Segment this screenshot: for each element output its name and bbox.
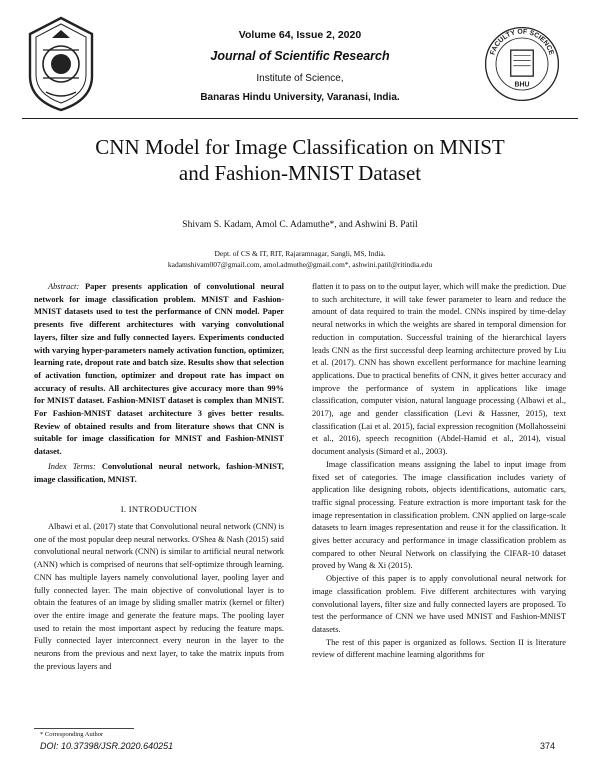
journal-volume: Volume 64, Issue 2, 2020	[238, 29, 362, 41]
index-terms-label: Index Terms:	[48, 462, 96, 471]
page-number: 374	[540, 741, 556, 751]
author-emails: kadamshivam007@gmail.com, amol.admuthe@gmail.com*, ashwini.patil@ritindia.edu	[167, 260, 433, 269]
intro-right-column	[312, 281, 566, 662]
author-affiliation: Dept. of CS & IT, RIT, Rajaramnagar, Sangli, MS, India.	[214, 249, 386, 258]
intro-left-paragraph: Albawi et al. (2017) state that Convolutional neural network (CNN) is one of the most popular deep neural networks. O'Shea & Nash (2015) said convolutional neural network (CNN) is similar to artificial neural network (ANN) which is comprised of neurons that self-optimize through learning. CNN has multiple layers namely convolutional layer, pooling layer and fully connected layer. The main objective of convolutional layer is to obtain the features of an image by sliding smaller matrix (kernel or filter) over the entire image and generate the feature maps. The pooling layer used to retain the most important aspect by reducing the feature maps. Fully connected layer interconnect every neuron in the layer to the neurons from the previous and next layer, to take the matrix inputs from the previous layers and	[34, 522, 284, 671]
abstract-text: Paper presents application of convolutional neural network for image classification problem. MNIST and Fashion-MNIST datasets used to test the performance of CNN model. Paper presents five different architectures with varying convolutional layers, filter size and fully connected layers. Experiments conducted with varying hyper-parameters namely activation function, optimizer, learning rate, dropout rate and batch size. Results show that selection of activation function, optimizer and dropout rate has impact on accuracy of results. All architectures give accuracy more than 99% for MNIST dataset. Fashion-MNIST dataset is complex than MNIST. For Fashion-MNIST dataset architecture 3 gives better results. Review of obtained results and from literature shows that CNN is suitable for image classification for MNIST and Fashion-MNIST dataset.	[34, 282, 284, 457]
paper-title: CNN Model for Image Classification on MNIST and Fashion-MNIST Dataset	[95, 135, 505, 185]
intro-paragraph-3: Objective of this paper is to apply convolutional neural network for image classification problem. Five different architectures with varying convolutional layers, filter size and fully connected layers are proposed. To test the performance of CNN we have used MNIST and Fashion-MNIST datasets.	[312, 574, 566, 634]
svg-text:BHU: BHU	[514, 81, 530, 89]
index-terms	[34, 461, 284, 486]
university-name: Banaras Hindu University, Varanasi, India.	[200, 92, 400, 103]
intro-paragraph-4: The rest of this paper is organized as follows. Section II is literature review of different machine learning algorithms for	[312, 637, 566, 660]
intro-paragraph-2: Image classification means assigning the label to input image from fixed set of categories. The image classification includes variety of application like designing robots, objects identifications, automatic cars, traffic signal processing. Feature extraction is more important task for the image representation in classification problem. CNN applied on large-scale datasets to learn images representation and reuse it for the classification. It gives better accuracy and performance in image classification problem as compared to other Neural Network on classifying the CIFAR-10 dataset proved by Wang & Xi (2015).	[312, 459, 566, 571]
institute-name: Institute of Science,	[256, 73, 344, 84]
intro-paragraph-1: flatten it to pass on to the output layer, which will make the prediction. Due to such architecture, it will take fewer parameter to learn and reduce the amount of data required to train the model. CNNs inspired by time-delay neural networks in which the weights are shared in temporal dimension for reduction in computation. Successful training of the hierarchical layers leads CNN as the first successful deep learning architecture proved by Liu et al. (2017). CNN has shown excellent performance for machine learning applications. Due to practical benefits of CNN, it gives better accuracy and improve the performance of system in applications like image classification, computer vision, natural language processing (Albawi et al., 2017), age and gender classification (Levi & Hassner, 2015), text classification (Lai et al. 2015), facial expression recognition (Mollahosseini et al., 2016), speech recognition (Abdel-Hamid et al., 2014), visual document analysis (Simard et al., 2003).	[312, 282, 566, 457]
doi-link[interactable]: DOI: 10.37398/JSR.2020.640251	[40, 741, 174, 751]
bhu-emblem-logo	[22, 14, 100, 114]
section-heading: I. INTRODUCTION	[120, 504, 198, 514]
journal-name: Journal of Scientific Research	[210, 49, 390, 63]
faculty-of-science-seal	[483, 14, 561, 114]
index-terms-text: Convolutional neural network, fashion-MNIST, image classification, MNIST.	[34, 462, 284, 484]
svg-text:FACULTY OF SCIENCE: FACULTY OF SCIENCE	[489, 28, 555, 56]
header-rule	[22, 118, 578, 119]
paper-authors: Shivam S. Kadam, Amol C. Adamuthe*, and Ashwini B. Patil	[182, 220, 418, 230]
footnote: * Corresponding Author	[40, 731, 104, 738]
abstract-label: Abstract:	[48, 282, 80, 291]
footnote-rule	[34, 728, 134, 729]
abstract	[34, 281, 284, 459]
